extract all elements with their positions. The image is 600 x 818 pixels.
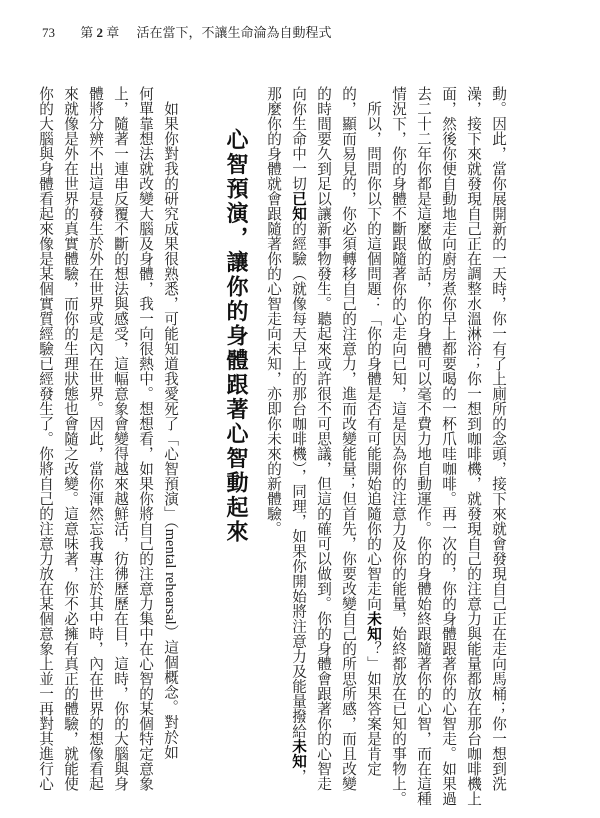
- chapter-prefix: 第: [80, 25, 94, 40]
- text-run: 的經驗（就像每天早上的那台咖啡機），同理，如果你開始將注意力及能量撥給: [290, 221, 307, 739]
- text-column: 澡，接下來就發現自己正在調整水溫淋浴；你一想到咖啡機，就發現自己的注意力與能量都放在那台咖啡機上: [465, 86, 482, 806]
- text-column: 去二十二年你都是這麼做的話，你的身體可以毫不費力地自動運作。你的身體始終跟隨著你的心智，而在這種: [415, 86, 432, 806]
- text-column: 情況下，你的身體不斷跟隨著你的心走向已知，這是因為你的注意力及你的能量，始終都放在已知的事物上。: [390, 86, 407, 806]
- chapter-suffix: 章: [106, 25, 120, 40]
- text-run: 如果你對我的研究成果很熟悉，可能知道我愛死了「心智預演」（: [162, 86, 179, 529]
- text-column: 動。因此，當你展開新的一天時，你一有了上廁所的念頭，接下來就會發現自己正在走向馬桶；你一想到洗: [490, 86, 507, 791]
- text-column: 來就像是外在世界的真實體驗，而你的生理狀態也會隨之改變。這意味著，你不必擁有真正的體驗，就能使: [62, 86, 79, 791]
- chapter-label: [80, 25, 119, 40]
- text-run: ，: [290, 768, 307, 784]
- emphasis-known: 已知: [290, 191, 307, 221]
- text-column: 上，隨著一連串反覆不斷的想法與感受，這幅意象會變得越來越鮮活，彷彿歷歷在目，這時，你的大腦與身: [112, 86, 129, 791]
- text-column: [286, 86, 308, 786]
- text-column: 那麼你的身體就會跟隨著你的心智走向未知，亦即你未來的新體驗。: [265, 86, 282, 536]
- text-column: [158, 86, 180, 786]
- text-column: 的時間要久到足以讓新事物發生。聽起來或許很不可思議，但這的確可以做到。你的身體會跟著你的心智走: [315, 86, 332, 791]
- text-run: ）這個概念。對於如: [162, 624, 179, 760]
- page-number: 73: [42, 25, 55, 40]
- text-column: 的，顯而易見的，你必須轉移自己的注意力，進而改變能量；但首先，你要改變自己的所思所感，而且改變: [340, 86, 357, 791]
- latin-term: mental rehearsal: [162, 528, 178, 625]
- section-heading: 心智預演，讓你的身體跟著心智動起來: [223, 128, 248, 545]
- text-column: 你的大腦與身體看起來像是某個實質經驗已經發生了。你將自己的注意力放在某個意象上並一再對其進行心: [37, 86, 54, 791]
- text-column: 何單靠想法就改變大腦及身體，我一向很熱中。想想看，如果你將自己的注意力集中在心智的某個特定意象: [137, 86, 154, 791]
- chapter-title: 活在當下，不讓生命淪為自動程式: [136, 25, 332, 40]
- text-column: 體將分辨不出這是發生於外在世界或是內在世界。因此，當你渾然忘我專注於其中時，內在世界的想像看起: [87, 86, 104, 791]
- emphasis-unknown: 未知: [290, 738, 307, 769]
- text-column: [361, 86, 383, 786]
- chapter-number: 2: [96, 25, 104, 40]
- running-header: [42, 22, 332, 41]
- text-run: 所以，問問你以下的這個問題：「你的身體是否有可能開始追隨你的心智走向: [365, 86, 382, 611]
- emphasis-unknown: 未知: [365, 611, 382, 641]
- text-run: 向你生命中一切: [290, 86, 307, 191]
- text-run: ？」如果答案是肯定: [365, 641, 382, 776]
- text-column: 面，然後你便自動地走向廚房煮你早上都要喝的一杯爪哇咖啡。再一次的，你的身體跟著你的心智走。如果過: [440, 86, 457, 806]
